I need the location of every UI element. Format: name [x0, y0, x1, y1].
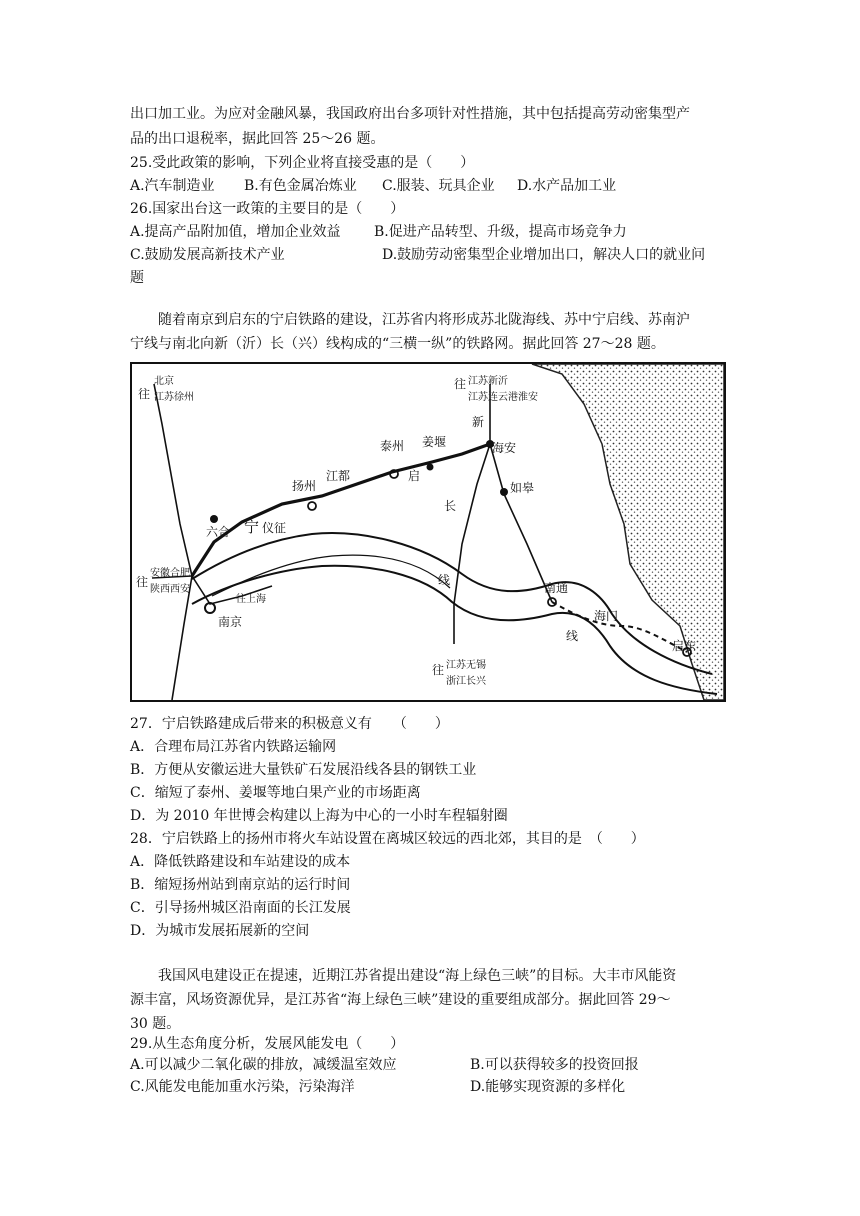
railway-haian-nantong — [490, 444, 552, 602]
label-haian: 海安 — [492, 441, 517, 455]
passage2-line-2: 宁线与南北向新（沂）长（兴）线构成的“三横一纵”的铁路网。据此回答 27～28 题。 — [130, 336, 665, 352]
railway-to-beijing — [154, 384, 192, 576]
q27-option-b: B．方便从安徽运进大量铁矿石发展沿线各县的钢铁工业 — [130, 762, 477, 778]
q27-option-c: C．缩短了泰州、姜堰等地白果产业的市场距离 — [130, 785, 421, 801]
q28-option-c: C．引导扬州城区沿南面的长江发展 — [130, 900, 351, 916]
city-dot-yizheng — [308, 502, 316, 510]
passage3-line-3: 30 题。 — [130, 1016, 181, 1032]
q29-option-c: C.风能发电能加重水污染，污染海洋 — [130, 1079, 355, 1095]
label-chang: 长 — [444, 499, 457, 513]
q25-option-d: D.水产品加工业 — [517, 178, 617, 194]
label-xuzhou: 江苏徐州 — [154, 392, 194, 403]
label-xian-char: 线 — [438, 573, 451, 587]
label-xian2: 线 — [566, 629, 579, 643]
railway-map-svg — [132, 364, 724, 700]
label-xian: 陕西西安 — [150, 584, 190, 595]
q25-option-b: B.有色金属冶炼业 — [244, 178, 357, 194]
label-wang-shanghai: 往上海 — [236, 594, 266, 605]
passage3-line-1: 我国风电建设正在提速，近期江苏省提出建设“海上绿色三峡”的目标。大丰市风能资 — [158, 968, 677, 984]
city-dot-luhe — [210, 515, 218, 523]
label-hefei: 安徽合肥 — [150, 568, 190, 579]
q28-option-d: D．为城市发展拓展新的空间 — [130, 923, 310, 939]
q27-option-d: D．为 2010 年世博会构建以上海为中心的一小时车程辐射圈 — [130, 808, 508, 824]
label-wang-w: 往 — [136, 575, 149, 589]
q26-option-d-wrap: 题 — [130, 270, 144, 286]
label-qi: 启 — [408, 469, 421, 483]
railway-map — [130, 362, 726, 702]
q26-option-a: A.提高产品附加值，增加企业效益 — [130, 224, 341, 240]
city-dot-rugao — [500, 488, 508, 496]
label-yizheng: 仪征 — [262, 521, 287, 535]
q28-option-b: B．缩短扬州站到南京站的运行时间 — [130, 877, 351, 893]
q26-option-c: C.鼓励发展高新技术产业 — [130, 247, 285, 263]
city-dot-jiangyan — [427, 464, 434, 471]
label-nanjing: 南京 — [218, 615, 243, 629]
q25-option-a: A.汽车制造业 — [130, 178, 215, 194]
label-lianyungang: 江苏连云港淮安 — [468, 392, 538, 403]
passage3-line-2: 源丰富，风场资源优异，是江苏省“海上绿色三峡”建设的重要组成部分。据此回答 29～ — [130, 992, 671, 1008]
river-inner-line — [212, 555, 450, 596]
label-changxing: 浙江长兴 — [446, 676, 486, 687]
q27-stem: 27．宁启铁路建成后带来的积极意义有 （ ） — [130, 716, 449, 732]
q27-option-a: A．合理布局江苏省内铁路运输网 — [130, 739, 337, 755]
q25-option-c: C.服装、玩具企业 — [382, 178, 495, 194]
label-yangzhou: 扬州 — [292, 479, 317, 493]
label-taizhou: 泰州 — [380, 439, 405, 453]
label-wang-nw: 往 — [138, 387, 151, 401]
q29-option-b: B.可以获得较多的投资回报 — [470, 1057, 639, 1073]
label-jiangdu: 江都 — [326, 469, 351, 483]
label-qidong: 启东 — [672, 639, 697, 653]
label-xinyi: 江苏新沂 — [468, 376, 508, 387]
label-nantong: 南通 — [544, 581, 569, 595]
label-wang-s: 往 — [432, 663, 445, 677]
q29-option-d: D.能够实现资源的多样化 — [470, 1079, 626, 1095]
q28-stem: 28．宁启铁路上的扬州市将火车站设置在离城区较远的西北郊，其目的是 （ ） — [130, 831, 645, 847]
label-ning: 宁 — [244, 518, 260, 536]
q26-option-b: B.促进产品转型、升级，提高市场竞争力 — [374, 224, 627, 240]
label-luhe: 六合 — [206, 525, 231, 539]
label-wuxi: 江苏无锡 — [446, 660, 486, 671]
label-wang-n: 往 — [454, 377, 467, 391]
q29-stem: 29.从生态角度分析，发展风能发电（ ） — [130, 1036, 405, 1052]
label-beijing: 北京 — [154, 376, 174, 387]
intro-line-1: 出口加工业。为应对金融风暴，我国政府出台多项针对性措施，其中包括提高劳动密集型产 — [130, 106, 690, 122]
label-xin: 新 — [472, 415, 485, 429]
q28-option-a: A．降低铁路建设和车站建设的成本 — [130, 854, 351, 870]
q29-option-a: A.可以减少二氧化碳的排放，减缓温室效应 — [130, 1057, 397, 1073]
passage2-line-1: 随着南京到启东的宁启铁路的建设，江苏省内将形成苏北陇海线、苏中宁启线、苏南沪 — [158, 312, 690, 328]
q26-option-d: D.鼓励劳动密集型企业增加出口，解决人口的就业问 — [382, 247, 706, 263]
intro-line-2: 品的出口退税率，据此回答 25～26 题。 — [130, 131, 385, 147]
q26-stem: 26.国家出台这一政策的主要目的是（ ） — [130, 201, 405, 217]
label-rugao: 如皋 — [510, 481, 535, 495]
label-haimen: 海门 — [594, 609, 619, 623]
label-jiangyan: 姜堰 — [422, 435, 447, 449]
q25-stem: 25.受此政策的影响，下列企业将直接受惠的是（ ） — [130, 155, 475, 171]
